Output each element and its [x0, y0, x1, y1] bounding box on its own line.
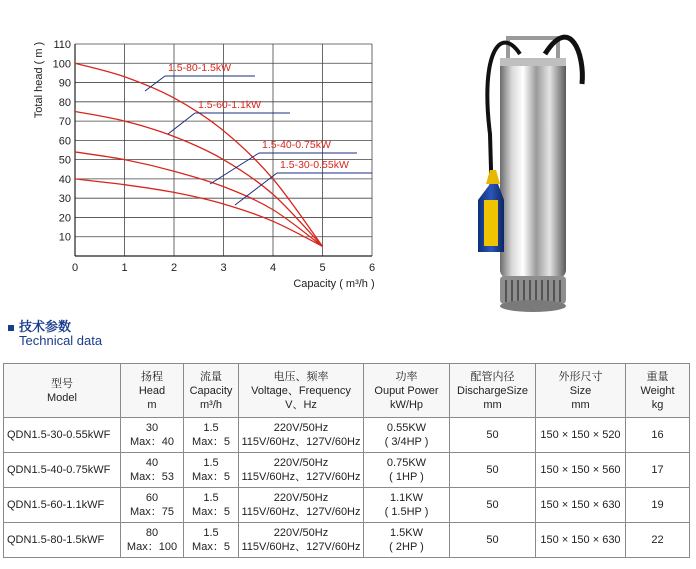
x-axis-label: Capacity ( m³/h ): [293, 278, 375, 290]
x-tick-label: 0: [71, 262, 79, 274]
header-power: 功率 Ouput Power kW/Hp: [364, 364, 450, 418]
header-head: 扬程 Head m: [121, 364, 184, 418]
y-axis-label: Total head ( m ): [33, 41, 45, 119]
legend-leader-line: [168, 113, 195, 134]
cell-size: 150 × 150 × 630: [536, 523, 626, 558]
series-label: 1.5-80-1.5kW: [168, 62, 232, 74]
cell-capacity: 1.5 Max：5: [184, 418, 239, 453]
cell-model: QDN1.5-40-0.75kWF: [4, 453, 121, 488]
y-tick-label: 40: [58, 173, 71, 186]
y-tick-label: 80: [58, 96, 71, 109]
cell-power: 0.75KW ( 1HP ): [364, 453, 450, 488]
series-line: [75, 179, 323, 246]
x-tick-label: 2: [170, 262, 178, 274]
y-tick-label: 50: [58, 154, 71, 167]
cell-capacity: 1.5 Max：5: [184, 488, 239, 523]
table-row: [4, 488, 690, 523]
section-title: [8, 320, 102, 348]
cell-head: 80 Max：100: [121, 523, 184, 558]
header-capacity: 流量 Capacity m³/h: [184, 364, 239, 418]
cell-discharge: 50: [450, 453, 536, 488]
cell-capacity: 1.5 Max：5: [184, 523, 239, 558]
x-tick-label: 1: [121, 262, 128, 274]
y-tick-label: 60: [58, 135, 71, 148]
table-row: [4, 418, 690, 453]
x-tick-label: 4: [269, 262, 277, 274]
cell-head: 60 Max：75: [121, 488, 184, 523]
cell-discharge: 50: [450, 418, 536, 453]
cell-size: 150 × 150 × 630: [536, 488, 626, 523]
header-weight: 重量 Weight kg: [626, 364, 690, 418]
cell-discharge: 50: [450, 488, 536, 523]
cell-model: QDN1.5-60-1.1kWF: [4, 488, 121, 523]
technical-data-table: [3, 363, 690, 558]
bullet-square-icon: [8, 325, 14, 331]
y-tick-label: 70: [58, 116, 71, 129]
cell-power: 0.55KW ( 3/4HP ): [364, 418, 450, 453]
cell-weight: 16: [626, 418, 690, 453]
x-tick-label: 3: [220, 262, 227, 274]
cell-size: 150 × 150 × 560: [536, 453, 626, 488]
cell-voltage: 220V/50Hz 115V/60Hz、127V/60Hz: [239, 488, 364, 523]
cell-head: 40 Max：53: [121, 453, 184, 488]
cell-discharge: 50: [450, 523, 536, 558]
header-discharge: 配管内径 DischargeSize mm: [450, 364, 536, 418]
cell-size: 150 × 150 × 520: [536, 418, 626, 453]
cell-model: QDN1.5-30-0.55kWF: [4, 418, 121, 453]
cell-head: 30 Max：40: [121, 418, 184, 453]
cell-weight: 22: [626, 523, 690, 558]
y-tick-label: 90: [58, 77, 71, 90]
header-size: 外形尺寸 Size mm: [536, 364, 626, 418]
series-label: 1.5-60-1.1kW: [198, 99, 262, 111]
cell-weight: 19: [626, 488, 690, 523]
x-tick-label: 5: [319, 262, 326, 274]
x-tick-label: 6: [368, 262, 376, 274]
performance-chart: [0, 0, 400, 300]
cell-power: 1.1KW ( 1.5HP ): [364, 488, 450, 523]
section-title-zh: 技术参数: [19, 319, 72, 334]
cell-power: 1.5KW ( 2HP ): [364, 523, 450, 558]
y-tick-label: 110: [53, 39, 71, 51]
cell-voltage: 220V/50Hz 115V/60Hz、127V/60Hz: [239, 418, 364, 453]
cell-voltage: 220V/50Hz 115V/60Hz、127V/60Hz: [239, 523, 364, 558]
y-tick-label: 100: [52, 58, 71, 71]
section-title-en: Technical data: [19, 333, 103, 348]
cell-weight: 17: [626, 453, 690, 488]
y-tick-label: 20: [58, 212, 71, 225]
cell-voltage: 220V/50Hz 115V/60Hz、127V/60Hz: [239, 453, 364, 488]
legend-leader-line: [210, 153, 259, 184]
submersible-pump-icon: [460, 14, 600, 324]
table-row: [4, 453, 690, 488]
series-line: [75, 63, 323, 246]
y-tick-label: 30: [58, 193, 71, 206]
table-header-row: [4, 364, 690, 418]
cell-model: QDN1.5-80-1.5kWF: [4, 523, 121, 558]
y-tick-label: 10: [58, 231, 71, 244]
cell-capacity: 1.5 Max：5: [184, 453, 239, 488]
series-label: 1.5-30-0.55kW: [280, 159, 349, 171]
header-model: 型号 Model: [4, 364, 121, 418]
header-voltage: 电压、频率 Voltage、Frequency V、Hz: [239, 364, 364, 418]
series-label: 1.5-40-0.75kW: [262, 139, 331, 151]
table-row: [4, 523, 690, 558]
